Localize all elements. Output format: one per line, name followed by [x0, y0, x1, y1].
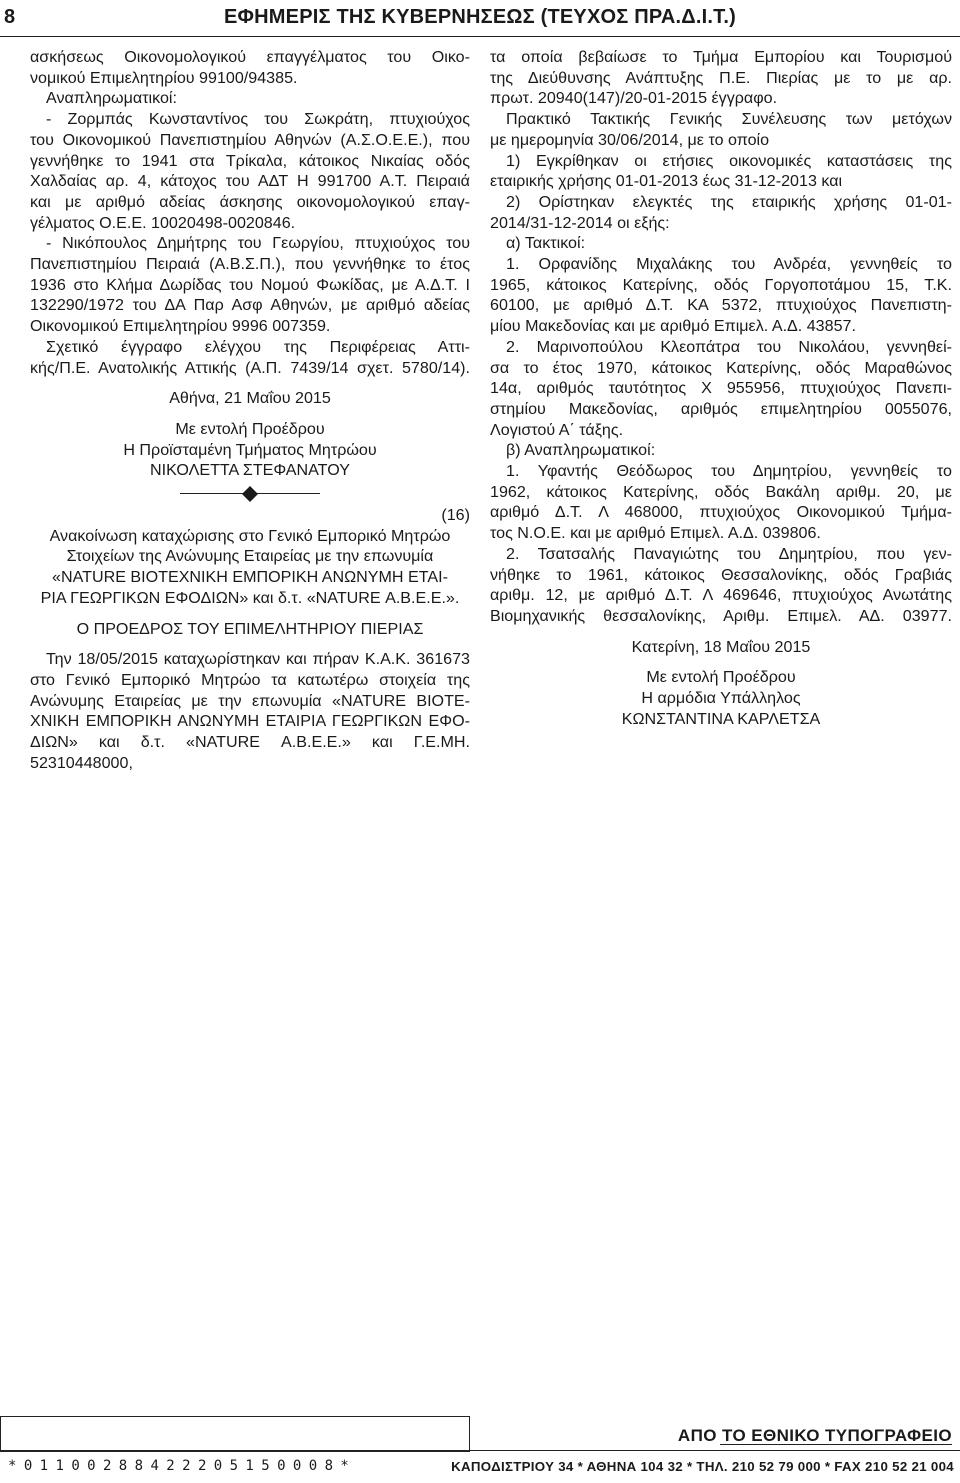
notice-title-line: «NATURE ΒΙΟΤΕΧΝΙΚΗ ΕΜΠΟΡΙΚΗ ΑΝΩΝΥΜΗ ΕΤΑΙ- — [52, 568, 448, 587]
signature-date: Κατερίνη, 18 Μαΐου 2015 — [631, 637, 811, 656]
notice-title-line: Στοιχείων της Ανώνυμης Εταιρείας με την επωνυμία — [66, 547, 434, 566]
text-line: τος Ν.Ο.Ε. και με αριθμό Επιμελ. Α.Δ. 039806. — [490, 524, 821, 543]
printer-address: ΚΑΠΟΔΙΣΤΡΙΟΥ 34 * ΑΘΗΝΑ 104 32 * ΤΗΛ. 210 52 79 000 * FAX 210 52 21 004 — [451, 1459, 954, 1474]
left-column — [30, 47, 470, 774]
text-line: 14α, αριθμός ταυτότητος Χ 955956, πτυχιούχος Πανεπι- — [490, 379, 952, 398]
signature-name: ΚΩΝΣΤΑΝΤΙΝΑ ΚΑΡΛΕΤΣΑ — [621, 709, 821, 728]
text-line: 1. Υφαντής Θεόδωρος του Δημητρίου, γεννηθείς το — [506, 462, 952, 481]
text-line: του Οικονομικού Πανεπιστημίου Αθηνών (Α.Σ.Ο.Ε.Ε.), που — [30, 130, 470, 149]
text-line: 2014/31-12-2014 οι εξής: — [490, 213, 670, 232]
text-line: Λογιστού Α΄ τάξης. — [490, 420, 624, 439]
printer-underline — [720, 1444, 952, 1445]
text-line: γέλματος Ο.Ε.Ε. 10020498-0020846. — [30, 213, 296, 232]
text-line: α) Τακτικοί: — [506, 234, 586, 253]
text-line: Βιομηχανικής θεσσαλονίκης, Αριθμ. Επιμελ. ΑΔ. 03977. — [490, 606, 952, 625]
text-line: αριθμ. 12, με αριθμό Δ.Τ. Λ 469646, πτυχιούχος Ανωτάτης — [490, 586, 952, 605]
text-line: 2. Τσατσαλής Παναγιώτης του Δημητρίου, που γεν- — [506, 544, 952, 563]
text-line: 2. Μαρινοπούλου Κλεοπάτρα του Νικολάου, γεννηθεί- — [506, 337, 952, 356]
text-line: με ημερομηνία 30/06/2014, με το οποίο — [490, 130, 770, 149]
text-line: ΧΝΙΚΗ ΕΜΠΟΡΙΚΗ ΑΝΩΝΥΜΗ ΕΤΑΙΡΙΑ ΓΕΩΡΓΙΚΩΝ ΕΦΟ- — [30, 712, 470, 731]
barcode — [0, 1416, 470, 1452]
text-line: Οικονομικού Επιμελητηρίου 9996 007359. — [30, 317, 331, 336]
right-column — [490, 47, 952, 730]
text-line: στο Γενικό Εμπορικό Μητρώο τα κατωτέρω στοιχεία της — [30, 670, 470, 689]
text-line: Πανεπιστημίου Πειραιά (Α.Β.Σ.Π.), που γεννήθηκε το έτος — [30, 255, 470, 274]
text-line: γεννήθηκε το 1941 στα Τρίκαλα, κάτοικος Νικαίας οδός — [30, 151, 470, 170]
section-divider — [30, 485, 470, 503]
text-line: ασκήσεως Οικονομολογικού επαγγέλματος του Οικο- — [30, 48, 470, 66]
barcode-digits: *01100288422205150008* — [8, 1458, 357, 1474]
text-line: Χαλδαίας αρ. 4, κάτοχος του ΑΔΤ Η 991700 Α.Τ. Πειραιά — [30, 172, 470, 191]
signature-date: Αθήνα, 21 Μαΐου 2015 — [169, 389, 331, 408]
header-rule — [0, 36, 960, 37]
text-line: Την 18/05/2015 καταχωρίστηκαν και πήραν Κ.Α.Κ. 361673 — [46, 650, 470, 669]
notice-title-line: Ανακοίνωση καταχώρισης στο Γενικό Εμπορικό Μητρώο — [49, 526, 451, 545]
text-line: στημίου Μακεδονίας, αριθμός επιμελητηρίου 0055076, — [490, 399, 952, 418]
text-line: - Νικόπουλος Δημήτρης του Γεωργίου, πτυχιούχος του — [46, 234, 470, 253]
text-line: 1. Ορφανίδης Μιχαλάκης του Ανδρέα, γεννηθείς το — [506, 255, 952, 274]
text-line: αριθμό Δ.Τ. Λ 468000, πτυχιούχος Οικονομικού Τμήμα- — [490, 503, 952, 522]
signature-role: Η αρμόδια Υπάλληλος — [641, 689, 801, 708]
text-line: ΔΙΩΝ» και δ.τ. «NATURE Α.Β.Ε.Ε.» και Γ.Ε.ΜΗ. 52310448000, — [30, 733, 470, 772]
text-line: πρωτ. 20940(147)/20-01-2015 έγγραφο. — [490, 89, 778, 108]
text-line: Ανώνυμης Εταιρείας με την επωνυμία «NATURE ΒΙΟΤΕ- — [30, 691, 470, 710]
signature-name: ΝΙΚΟΛΕΤΤΑ ΣΤΕΦΑΝΑΤΟΥ — [150, 461, 350, 480]
printer-name: ΑΠΟ ΤΟ ΕΘΝΙΚΟ ΤΥΠΟΓΡΑΦΕΙΟ — [677, 1426, 952, 1445]
text-line: 1962, κάτοικος Κατερίνης, οδός Βακάλη αριθμ. 20, με — [490, 482, 952, 501]
notice-title-line: ΡΙΑ ΓΕΩΡΓΙΚΩΝ ΕΦΟΔΙΩΝ» και δ.τ. «NATURE Α.Β.Ε.Ε.». — [40, 588, 460, 607]
text-line: 1965, κάτοικος Κατερίνης, οδός Γοργοποτάμου 15, Τ.Κ. — [490, 275, 952, 294]
text-line: - Ζορμπάς Κωνσταντίνος του Σωκράτη, πτυχιούχος — [46, 110, 470, 129]
text-line: Πρακτικό Τακτικής Γενικής Συνέλευσης των μετόχων — [506, 110, 952, 129]
signature-role: Η Προϊσταμένη Τμήματος Μητρώου — [123, 440, 377, 459]
notice-number: (16) — [441, 506, 470, 525]
text-line: κής/Π.Ε. Ανατολικής Αττικής (Α.Π. 7439/14 σχετ. 5780/14). — [30, 358, 470, 377]
text-line: και με αριθμό αδείας άσκησης οικονομολογικού επαγ- — [30, 192, 470, 211]
text-line: τα οποία βεβαίωσε το Τμήμα Εμπορίου και Τουρισμού — [490, 48, 952, 66]
footer-rule — [0, 1450, 960, 1451]
signature-order: Με εντολή Προέδρου — [175, 419, 325, 438]
authority-heading: Ο ΠΡΟΕΔΡΟΣ ΤΟΥ ΕΠΙΜΕΛΗΤΗΡΙΟΥ ΠΙΕΡΙΑΣ — [76, 619, 424, 638]
text-line: 1936 στο Κλήμα Δωρίδας του Νομού Φωκίδας, με Α.Δ.Τ. Ι — [30, 275, 470, 294]
text-line: σα το έτος 1970, κάτοικος Κατερίνης, οδός Μαραθώνος — [490, 358, 952, 377]
text-line: 60100, με αριθμό Δ.Τ. ΚΑ 5372, πτυχιούχος Πανεπιστη- — [490, 296, 952, 315]
text-line: β) Αναπληρωματικοί: — [506, 441, 656, 460]
text-line: 1) Εγκρίθηκαν οι ετήσιες οικονομικές καταστάσεις της — [506, 151, 952, 170]
text-line: Σχετικό έγγραφο ελέγχου της Περιφέρειας Αττι- — [46, 337, 470, 356]
text-line: της Διεύθυνσης Ανάπτυξης Π.Ε. Πιερίας με το με αρ. — [490, 68, 952, 87]
text-line: μίου Μακεδονίας και με αριθμό Επιμελ. Α.Δ. 43857. — [490, 317, 856, 336]
text-line: 132290/1972 του ΔΑ Παρ Ασφ Αθηνών, με αριθμό αδείας — [30, 296, 470, 315]
gazette-title: ΕΦΗΜΕΡΙΣ ΤΗΣ ΚΥΒΕΡΝΗΣΕΩΣ (ΤΕΥΧΟΣ ΠΡΑ.Δ.Ι.Τ.) — [224, 6, 736, 28]
diamond-icon — [242, 486, 258, 502]
text-line: 2) Ορίστηκαν ελεγκτές της εταιρικής χρήσης 01-01- — [506, 192, 952, 211]
text-line: εταιρικής χρήσης 01-01-2013 έως 31-12-2013 και — [490, 172, 843, 191]
signature-order: Με εντολή Προέδρου — [646, 668, 796, 687]
text-line: νομικού Επιμελητηρίου 99100/94385. — [30, 68, 298, 87]
text-line: Αναπληρωματικοί: — [46, 89, 177, 108]
text-line: νήθηκε το 1961, κάτοικος Θεσσαλονίκης, οδός Γραβιάς — [490, 565, 952, 584]
page-header — [0, 0, 960, 40]
page-number: 8 — [4, 6, 16, 28]
